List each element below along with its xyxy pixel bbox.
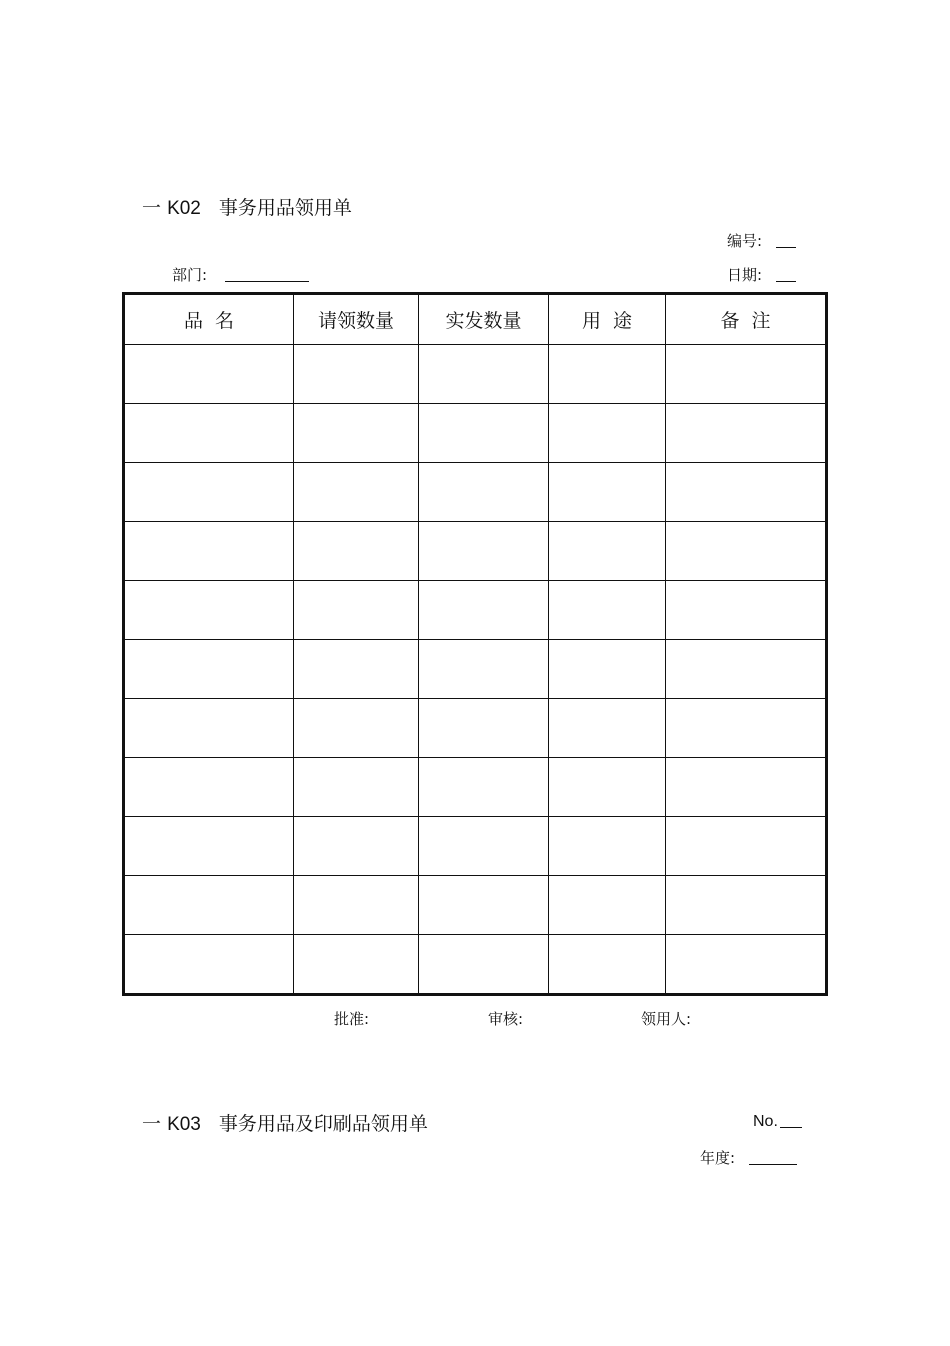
- table-cell[interactable]: [666, 581, 827, 640]
- table-row: [124, 522, 827, 581]
- number-label: 编号:: [727, 232, 763, 250]
- date-field[interactable]: [727, 264, 796, 285]
- approve-label: 批准:: [334, 1010, 370, 1028]
- table-row: [124, 581, 827, 640]
- number-field[interactable]: [727, 230, 796, 251]
- column-header: 用 途: [549, 294, 666, 345]
- table-body: [124, 345, 827, 995]
- date-label: 日期:: [727, 266, 763, 284]
- table-cell[interactable]: [549, 935, 666, 995]
- table-cell[interactable]: [549, 345, 666, 404]
- table-cell[interactable]: [294, 640, 419, 699]
- table-cell[interactable]: [124, 404, 294, 463]
- table-cell[interactable]: [549, 581, 666, 640]
- table-cell[interactable]: [419, 522, 549, 581]
- table-row: [124, 758, 827, 817]
- form1-code: K02: [167, 198, 201, 219]
- table-cell[interactable]: [124, 581, 294, 640]
- no-field[interactable]: [753, 1113, 802, 1131]
- table-cell[interactable]: [294, 817, 419, 876]
- table-cell[interactable]: [419, 935, 549, 995]
- table-cell[interactable]: [549, 463, 666, 522]
- table-row: [124, 404, 827, 463]
- table-cell[interactable]: [666, 758, 827, 817]
- year-label: 年度:: [700, 1149, 736, 1167]
- no-blank[interactable]: [780, 1113, 802, 1128]
- table-cell[interactable]: [124, 935, 294, 995]
- table-cell[interactable]: [419, 404, 549, 463]
- column-header: 备 注: [666, 294, 827, 345]
- form1-title-text: 事务用品领用单: [218, 197, 352, 219]
- table-row: [124, 640, 827, 699]
- table-cell[interactable]: [124, 522, 294, 581]
- table-cell[interactable]: [294, 345, 419, 404]
- form1-prefix: 一: [142, 197, 162, 219]
- table-row: [124, 699, 827, 758]
- table-cell[interactable]: [124, 699, 294, 758]
- table-header-row: [124, 294, 827, 345]
- table-cell[interactable]: [124, 463, 294, 522]
- column-header: 实发数量: [419, 294, 549, 345]
- form2-code: K03: [167, 1114, 201, 1135]
- table-cell[interactable]: [549, 404, 666, 463]
- table-cell[interactable]: [666, 404, 827, 463]
- table-cell[interactable]: [419, 345, 549, 404]
- table-cell[interactable]: [666, 935, 827, 995]
- table-cell[interactable]: [549, 876, 666, 935]
- receiver-label: 领用人:: [641, 1010, 692, 1028]
- year-field[interactable]: [700, 1147, 797, 1168]
- table-row: [124, 817, 827, 876]
- department-label: 部门:: [172, 266, 208, 284]
- table-cell[interactable]: [666, 817, 827, 876]
- table-cell[interactable]: [549, 699, 666, 758]
- table-cell[interactable]: [294, 699, 419, 758]
- table-cell[interactable]: [549, 758, 666, 817]
- table-cell[interactable]: [124, 758, 294, 817]
- table-cell[interactable]: [419, 699, 549, 758]
- table-cell[interactable]: [294, 758, 419, 817]
- requisition-table: [122, 292, 828, 996]
- table-cell[interactable]: [294, 876, 419, 935]
- table-cell[interactable]: [549, 640, 666, 699]
- no-label: No.: [753, 1113, 778, 1130]
- table-row: [124, 463, 827, 522]
- form2-prefix: 一: [142, 1113, 162, 1135]
- date-blank[interactable]: [776, 267, 796, 282]
- table-cell[interactable]: [419, 581, 549, 640]
- year-blank[interactable]: [749, 1150, 797, 1165]
- table-cell[interactable]: [549, 817, 666, 876]
- table-cell[interactable]: [124, 876, 294, 935]
- table-row: [124, 935, 827, 995]
- table-cell[interactable]: [294, 935, 419, 995]
- table-cell[interactable]: [666, 640, 827, 699]
- table-cell[interactable]: [124, 640, 294, 699]
- table-cell[interactable]: [419, 463, 549, 522]
- table-row: [124, 345, 827, 404]
- number-blank[interactable]: [776, 233, 796, 248]
- form1-title: [142, 193, 352, 220]
- table-cell[interactable]: [549, 522, 666, 581]
- table-cell[interactable]: [419, 758, 549, 817]
- table-cell[interactable]: [419, 817, 549, 876]
- table-cell[interactable]: [666, 345, 827, 404]
- table-cell[interactable]: [294, 463, 419, 522]
- column-header: 请领数量: [294, 294, 419, 345]
- table-cell[interactable]: [294, 404, 419, 463]
- table-cell[interactable]: [124, 345, 294, 404]
- table-cell[interactable]: [294, 581, 419, 640]
- table-cell[interactable]: [666, 876, 827, 935]
- table-cell[interactable]: [124, 817, 294, 876]
- table-cell[interactable]: [666, 463, 827, 522]
- table-cell[interactable]: [294, 522, 419, 581]
- department-blank[interactable]: [225, 267, 309, 282]
- table-cell[interactable]: [666, 522, 827, 581]
- department-field[interactable]: [172, 264, 309, 285]
- column-header: 品 名: [124, 294, 294, 345]
- form2-title: [142, 1109, 428, 1136]
- review-label: 审核:: [488, 1010, 524, 1028]
- table-cell[interactable]: [419, 876, 549, 935]
- table-cell[interactable]: [666, 699, 827, 758]
- table-cell[interactable]: [419, 640, 549, 699]
- form2-title-text: 事务用品及印刷品领用单: [218, 1113, 428, 1135]
- table-row: [124, 876, 827, 935]
